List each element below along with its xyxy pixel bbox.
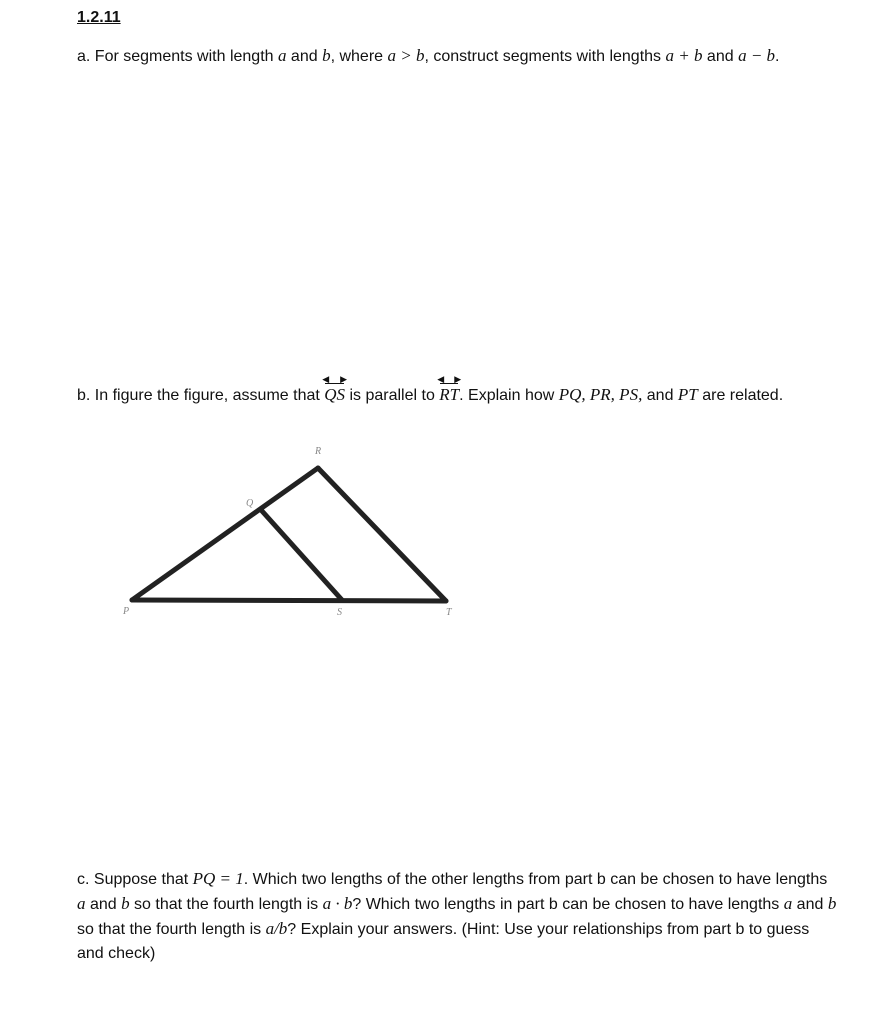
segment-p-t: [132, 600, 446, 601]
part-a-text-2: and: [286, 48, 323, 65]
part-a-text-4: , construct segments with lengths: [424, 48, 666, 65]
var-b: b: [827, 894, 837, 913]
part-b-text-2: is parallel to: [345, 387, 440, 404]
right-arrow-icon: ▶: [454, 374, 462, 384]
part-c-text-6: and: [792, 896, 828, 913]
part-c-text-3: and: [85, 896, 122, 913]
triangle-figure: [110, 435, 470, 625]
point-label-t: T: [446, 607, 452, 618]
point-label-r: R: [315, 446, 322, 457]
expr-a-times-b: a · b: [322, 894, 353, 913]
var-a: a: [277, 46, 287, 65]
part-b-text-5: are related.: [697, 387, 784, 404]
expr-a-over-b: a/b: [265, 919, 288, 938]
expr-a-minus-b: a − b: [738, 46, 776, 65]
part-a-text-1: a. For segments with length: [77, 48, 278, 65]
part-b-text-4: and: [642, 387, 678, 404]
var-b: b: [121, 894, 130, 913]
var-a: a: [77, 894, 86, 913]
expr-a-plus-b: a + b: [665, 46, 703, 65]
part-c-text-8: ? Explain your answers. (Hint: Use your relationships from part b to guess and check): [77, 921, 810, 962]
inequality-a-gt-b: a > b: [387, 46, 425, 65]
line-qs: [322, 374, 348, 407]
point-label-p: P: [123, 606, 130, 617]
line-qs-label: QS: [324, 385, 346, 404]
var-b: b: [322, 46, 331, 65]
equation-pq-eq-1: PQ = 1: [192, 869, 244, 888]
part-a-text-3: , where: [330, 48, 388, 65]
segment-q-s: [262, 511, 342, 600]
part-c-text: [77, 867, 837, 966]
segment-pt: PT: [677, 385, 698, 404]
segments-list: PQ, PR, PS,: [558, 385, 643, 404]
line-rt-label: RT: [439, 385, 460, 404]
part-a-text: [77, 44, 780, 69]
left-arrow-icon: ◀: [322, 374, 330, 384]
part-c-text-7: so that the fourth length is: [77, 921, 266, 938]
part-a-text-6: .: [775, 48, 780, 65]
part-c-text-5: ? Which two lengths in part b can be chosen to have lengths: [352, 896, 784, 913]
line-rt: [437, 374, 462, 407]
var-a: a: [783, 894, 793, 913]
point-label-s: S: [337, 607, 342, 618]
part-c-text-2: . Which two lengths of the other lengths from part b can be chosen to have lengths: [243, 871, 828, 888]
left-arrow-icon: ◀: [437, 374, 445, 384]
right-arrow-icon: ▶: [340, 374, 348, 384]
part-c-text-4: so that the fourth length is: [129, 896, 323, 913]
part-c-text-1: c. Suppose that: [77, 871, 193, 888]
segment-r-t: [318, 468, 446, 601]
problem-number: 1.2.11: [77, 9, 121, 26]
point-label-q: Q: [246, 498, 254, 509]
segment-p-r: [132, 468, 318, 600]
part-a-text-5: and: [702, 48, 739, 65]
part-b-text-1: b. In figure the figure, assume that: [77, 387, 325, 404]
part-b-text: [77, 374, 784, 408]
part-b-text-3: . Explain how: [459, 387, 559, 404]
